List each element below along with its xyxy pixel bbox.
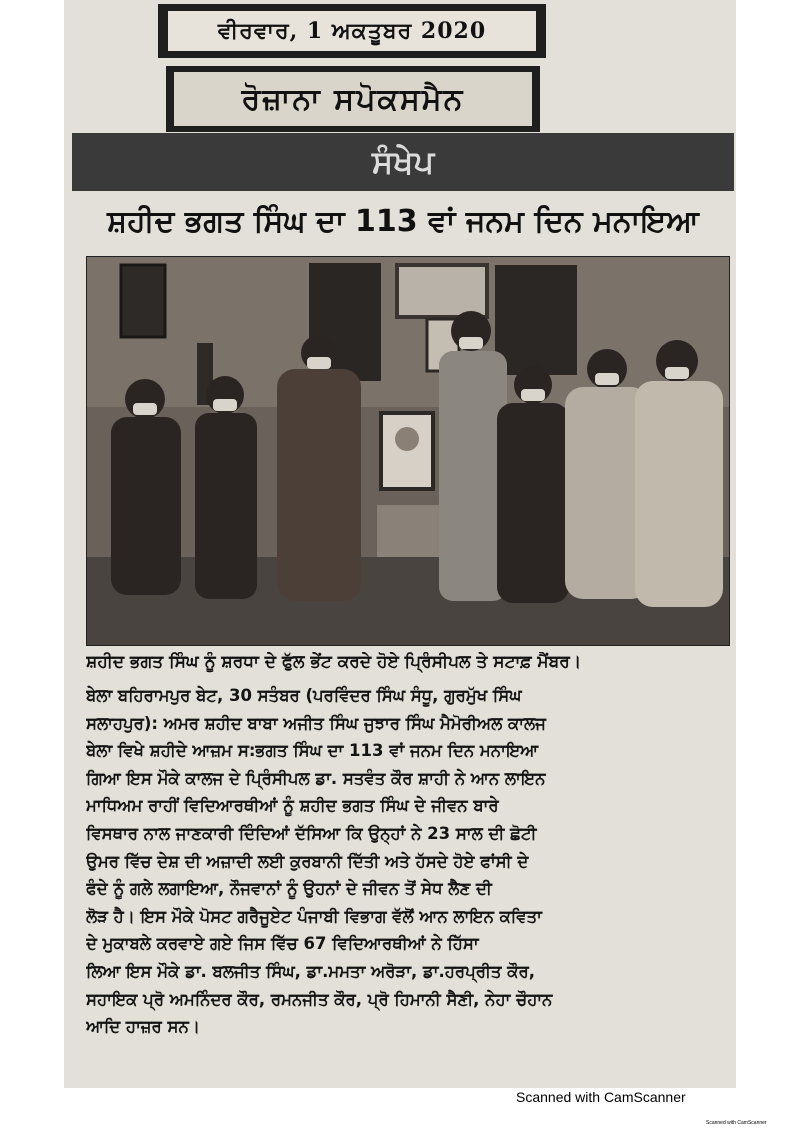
article-line: ਸਹਾਇਕ ਪ੍ਰੋ ਅਮਨਿੰਦਰ ਕੌਰ, ਰਮਨਜੀਤ ਕੌਰ, ਪ੍ਰੋ ਹਿਮਾਨੀ ਸੈਣੀ, ਨੇਹਾ ਚੌਹਾਨ: [86, 989, 553, 1009]
newspaper-name: ਰੋਜ਼ਾਨਾ ਸਪੋਕਸਮੈਨ: [174, 72, 532, 126]
section-label: ਸੰਖੇਪ: [72, 133, 734, 191]
article-line: ਸਲਾਹਪੁਰ): ਅਮਰ ਸ਼ਹੀਦ ਬਾਬਾ ਅਜੀਤ ਸਿੰਘ ਜੁਝਾਰ ਸਿੰਘ ਮੈਮੋਰੀਅਲ ਕਾਲਜ: [86, 713, 546, 733]
article-line: ਉਮਰ ਵਿੱਚ ਦੇਸ਼ ਦੀ ਅਜ਼ਾਦੀ ਲਈ ਕੁਰਬਾਨੀ ਦਿੱਤੀ ਅਤੇ ਹੱਸਦੇ ਹੋਏ ਫਾਂਸੀ ਦੇ: [86, 851, 529, 871]
article-headline: ਸ਼ਹੀਦ ਭਗਤ ਸਿੰਘ ਦਾ 113 ਵਾਂ ਜਨਮ ਦਿਨ ਮਨਾਇਆ: [107, 203, 699, 239]
scanner-watermark-small: Scanned with CamScanner: [706, 1120, 767, 1126]
masthead: [166, 66, 540, 132]
photo-caption: ਸ਼ਹੀਦ ਭਗਤ ਸਿੰਘ ਨੂੰ ਸ਼ਰਧਾ ਦੇ ਫੁੱਲ ਭੇਂਟ ਕਰਦੇ ਹੋਏ ਪ੍ਰਿੰਸੀਪਲ ਤੇ ਸਟਾਫ਼ ਮੈਂਬਰ।: [86, 652, 582, 672]
article-body: [86, 682, 736, 1041]
date-box: [158, 4, 546, 58]
group-photo-illustration: [87, 257, 729, 645]
article-line: ਆਦਿ ਹਾਜ਼ਰ ਸਨ।: [86, 1017, 200, 1037]
article-photo: [86, 256, 730, 646]
article-line: ਮਾਧਿਅਮ ਰਾਹੀਂ ਵਿਦਿਆਰਥੀਆਂ ਨੂੰ ਸ਼ਹੀਦ ਭਗਤ ਸਿੰਘ ਦੇ ਜੀਵਨ ਬਾਰੇ: [86, 796, 499, 816]
article-line: ਦੇ ਮੁਕਾਬਲੇ ਕਰਵਾਏ ਗਏ ਜਿਸ ਵਿੱਚ 67 ਵਿਦਿਆਰਥੀਆਂ ਨੇ ਹਿੱਸਾ: [86, 934, 479, 954]
issue-date: ਵੀਰਵਾਰ, 1 ਅਕਤੂਬਰ 2020: [168, 11, 536, 51]
article-line: ਵਿਸਥਾਰ ਨਾਲ ਜਾਣਕਾਰੀ ਦਿੰਦਿਆਂ ਦੱਸਿਆ ਕਿ ਉਨ੍ਹਾਂ ਨੇ 23 ਸਾਲ ਦੀ ਛੋਟੀ: [86, 823, 537, 843]
scanner-watermark: Scanned with CamScanner: [516, 1089, 686, 1105]
article-line: ਗਿਆ ਇਸ ਮੌਕੇ ਕਾਲਜ ਦੇ ਪ੍ਰਿੰਸੀਪਲ ਡਾ. ਸਤਵੰਤ ਕੌਰ ਸ਼ਾਹੀ ਨੇ ਆਨ ਲਾਇਨ: [86, 768, 546, 788]
article-line: ਫੰਦੇ ਨੂੰ ਗਲੇ ਲਗਾਇਆ, ਨੌਜਵਾਨਾਂ ਨੂੰ ਉਹਨਾਂ ਦੇ ਜੀਵਨ ਤੋਂ ਸੇਧ ਲੈਣ ਦੀ: [86, 879, 492, 899]
article-line: ਲਿਆ ਇਸ ਮੌਕੇ ਡਾ. ਬਲਜੀਤ ਸਿੰਘ, ਡਾ.ਮਮਤਾ ਅਰੋੜਾ, ਡਾ.ਹਰਪ੍ਰੀਤ ਕੌਰ,: [86, 961, 535, 981]
article-line: ਲੋੜ ਹੈ। ਇਸ ਮੌਕੇ ਪੋਸਟ ਗਰੈਜੂਏਟ ਪੰਜਾਬੀ ਵਿਭਾਗ ਵੱਲੋਂ ਆਨ ਲਾਇਨ ਕਵਿਤਾ: [86, 906, 542, 926]
article-line: ਬੇਲਾ ਬਹਿਰਾਮਪੁਰ ਬੇਟ, 30 ਸਤੰਬਰ (ਪਰਵਿੰਦਰ ਸਿੰਘ ਸੰਧੂ, ਗੁਰਮੁੱਖ ਸਿੰਘ: [86, 686, 522, 705]
article-line: ਬੇਲਾ ਵਿਖੇ ਸ਼ਹੀਦੇ ਆਜ਼ਮ ਸ:ਭਗਤ ਸਿੰਘ ਦਾ 113 ਵਾਂ ਜਨਮ ਦਿਨ ਮਨਾਇਆ: [86, 741, 539, 761]
